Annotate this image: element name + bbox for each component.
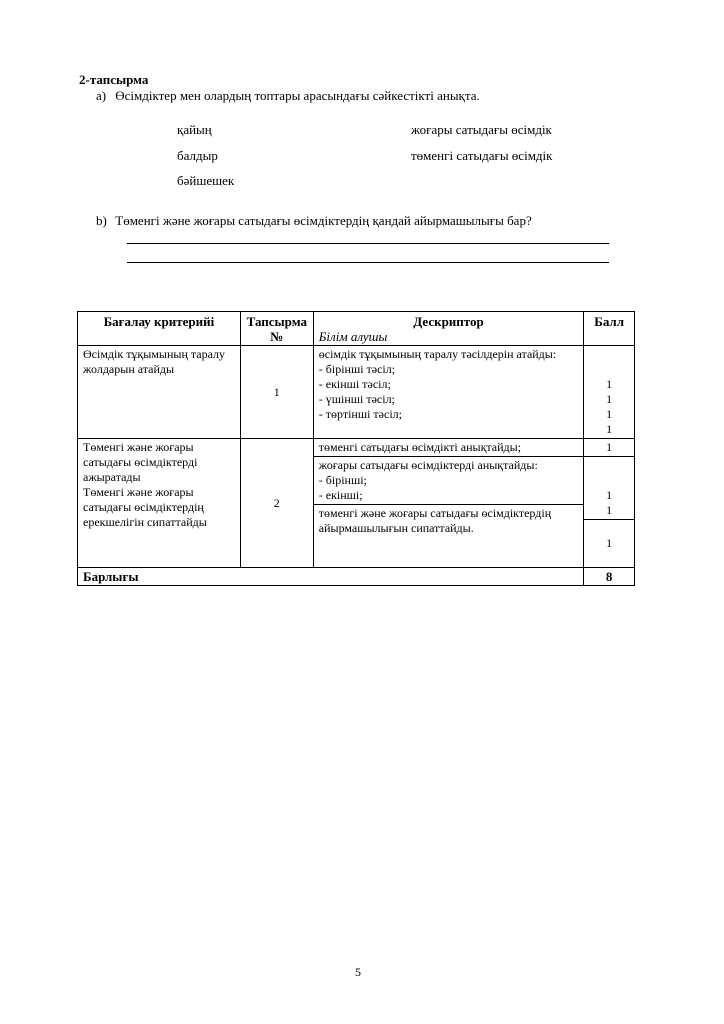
task-title: 2-тапсырма [79, 72, 149, 87]
header-descriptor-title: Дескриптор [413, 314, 484, 329]
row1-criterion: Өсімдік тұқымының таралу жолдарын атайды [78, 346, 241, 439]
row1-score-2: 1 [606, 392, 613, 406]
row2-scores [584, 439, 635, 568]
row2-sub2-score-1: 1 [606, 488, 613, 502]
answer-line-2 [127, 262, 609, 263]
total-label: Барлығы [78, 568, 584, 586]
row1-descriptor [313, 346, 583, 439]
plant-left-2: балдыр [177, 148, 218, 163]
table-row [78, 346, 635, 439]
row2-sub2-scores [584, 456, 634, 519]
row2-criterion-line1: Төменгі және жоғары сатыдағы өсімдіктерді ажыратады [83, 440, 198, 484]
header-task-number-line2: № [270, 329, 284, 344]
header-descriptor [313, 312, 583, 346]
row1-item-2: - екінші тәсіл; [318, 377, 391, 391]
plant-group-right-2: төменгі сатыдағы өсімдік [411, 148, 553, 163]
header-descriptor-sub: Білім алушы [318, 329, 388, 344]
row1-item-1: - бірінші тәсіл; [318, 362, 396, 376]
question-a-label: a) [96, 88, 107, 103]
assessment-table [77, 311, 635, 586]
page-number: 5 [355, 965, 361, 979]
row2-sub2 [314, 456, 583, 504]
header-task-number-line1: Тапсырма [246, 314, 307, 329]
header-score: Балл [584, 312, 635, 346]
row2-sub1-score: 1 [606, 440, 613, 454]
header-criterion: Бағалау критерийі [78, 312, 241, 346]
question-b-label: b) [96, 213, 107, 228]
table-total-row [78, 568, 635, 586]
row1-score-3: 1 [606, 407, 613, 421]
table-header-row [78, 312, 635, 346]
row2-sub3-score: 1 [606, 536, 613, 550]
row1-item-4: - төртінші тәсіл; [318, 407, 402, 421]
row2-sub1-text: төменгі сатыдағы өсімдікті анықтайды; [318, 440, 522, 454]
row2-sub2-item-2: - екінші; [318, 488, 363, 502]
answer-line-1 [127, 243, 609, 244]
row1-scores [584, 346, 635, 439]
table-row [78, 439, 635, 568]
question-b-text: Төменгі және жоғары сатыдағы өсімдіктердің қандай айырмашылығы бар? [115, 213, 532, 228]
row1-score-4: 1 [606, 422, 613, 436]
header-task-number [240, 312, 313, 346]
row2-sub3-score-cell [584, 519, 634, 567]
row1-descriptor-intro: өсімдік тұқымының таралу тәсілдерін атайды: [318, 347, 557, 361]
total-value: 8 [584, 568, 635, 586]
plant-group-right-1: жоғары сатыдағы өсімдік [411, 122, 552, 137]
row2-criterion [78, 439, 241, 568]
row2-task-number: 2 [240, 439, 313, 568]
row2-sub2-intro: жоғары сатыдағы өсімдіктерді анықтайды: [318, 458, 538, 472]
plant-left-3: бәйшешек [177, 173, 235, 188]
row2-descriptor [313, 439, 583, 568]
row1-score-1: 1 [606, 377, 613, 391]
row2-sub3-text: төменгі және жоғары сатыдағы өсімдіктердің айырмашылығын сипаттайды. [314, 504, 583, 537]
row1-item-3: - үшінші тәсіл; [318, 392, 395, 406]
plant-left-1: қайың [177, 122, 212, 137]
row2-sub2-item-1: - бірінші; [318, 473, 367, 487]
row2-sub2-score-2: 1 [606, 503, 613, 517]
question-a-text: Өсімдіктер мен олардың топтары арасындағы сәйкестікті анықта. [115, 88, 480, 103]
question-a [96, 88, 480, 104]
row2-criterion-line2: Төменгі және жоғары сатыдағы өсімдіктердің ерекшелігін сипаттайды [83, 485, 207, 529]
row1-task-number: 1 [240, 346, 313, 439]
question-b [96, 213, 532, 229]
